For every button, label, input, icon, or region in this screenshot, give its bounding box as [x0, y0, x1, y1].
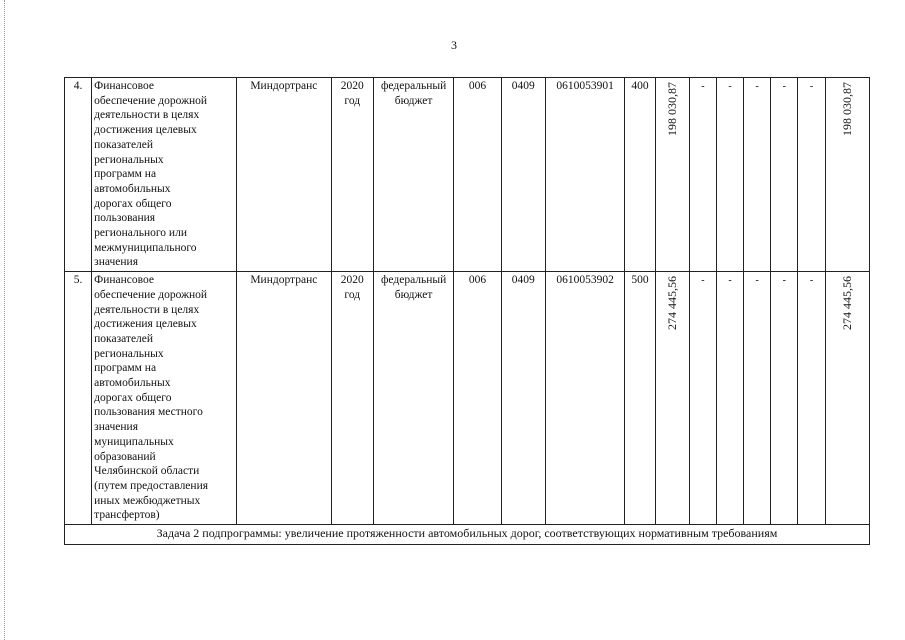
measure-name-line: деятельности в целях [94, 109, 200, 122]
measure-name-line: муниципальных [94, 435, 174, 448]
page-number: 3 [451, 38, 457, 52]
measure-name-line: регионального или [94, 227, 187, 240]
vr-code: 500 [625, 272, 655, 525]
measure-name-line: обеспечение дорожной [94, 288, 208, 301]
measure-name-line: образований [94, 450, 156, 463]
measure-name-line: (путем предоставления [94, 479, 209, 492]
dash-mark: - [809, 81, 814, 92]
dash-mark: - [701, 81, 705, 92]
amount-cell [655, 272, 689, 525]
measure-name-line: достижения целевых [94, 124, 197, 137]
empty-year-cell [716, 272, 743, 525]
task-heading: Задача 2 подпрограммы: увеличение протяженности автомобильных дорог, соответствующих нормативным требованиям [65, 525, 870, 545]
measure-name-line: межмуниципального [94, 241, 197, 254]
measure-name-line: региональных [94, 347, 164, 360]
measure-name-line: достижения целевых [94, 318, 197, 331]
measure-name [92, 78, 237, 272]
measure-name-line: автомобильных [94, 377, 171, 390]
measure-name-line: Финансовое [94, 274, 155, 287]
vr-code: 400 [625, 78, 655, 272]
amount-cell [655, 78, 689, 272]
dash-mark: - [728, 81, 732, 92]
measure-name-line: Челябинской области [94, 465, 200, 478]
empty-year-cell [744, 78, 771, 272]
task-row [65, 525, 870, 545]
measure-name-line: значения [94, 256, 138, 269]
year: 2020 год [331, 272, 373, 525]
empty-year-cell [798, 272, 825, 525]
empty-year-cell [744, 272, 771, 525]
budget-source: федеральный бюджет [373, 78, 454, 272]
measure-name-line: обеспечение дорожной [94, 94, 208, 107]
funding-table [64, 77, 870, 545]
rzpr-code: 0409 [501, 78, 545, 272]
measure-name-line: Финансовое [94, 80, 155, 92]
dash-mark: - [728, 275, 732, 287]
measure-name-line: программ на [94, 168, 157, 181]
table-row-5 [65, 272, 870, 525]
measure-name-line: дорогах общего [94, 197, 172, 210]
measure-name-line: пользования [94, 212, 156, 225]
measure-name-line: пользования местного [94, 406, 203, 419]
dash-mark: - [755, 275, 759, 287]
executor: Миндортранс [237, 272, 332, 525]
budget-source: федеральный бюджет [373, 272, 454, 525]
measure-name-line: показателей [94, 138, 154, 151]
total-value: 274 445,56 [839, 276, 854, 331]
total-cell [825, 78, 869, 272]
csr-code: 0610053902 [545, 272, 624, 525]
measure-name-line: автомобильных [94, 182, 171, 195]
measure-name-line: значения [94, 421, 138, 434]
amount-value: 274 445,56 [664, 276, 679, 331]
dash-mark: - [809, 275, 814, 287]
measure-name-line: дорогах общего [94, 391, 172, 404]
grbs-code: 006 [454, 272, 501, 525]
empty-year-cell [771, 78, 798, 272]
empty-year-cell [689, 272, 716, 525]
dash-mark: - [782, 81, 787, 92]
rzpr-code: 0409 [501, 272, 545, 525]
csr-code: 0610053901 [545, 78, 624, 272]
measure-name-line: трансфертов) [94, 509, 160, 522]
grbs-code: 006 [454, 78, 501, 272]
year: 2020 год [331, 78, 373, 272]
measure-name-line: региональных [94, 153, 164, 166]
page-edge-line [4, 0, 5, 640]
table-row-4 [65, 78, 870, 272]
row-number: 4. [65, 78, 92, 272]
empty-year-cell [716, 78, 743, 272]
empty-year-cell [689, 78, 716, 272]
dash-mark: - [701, 275, 705, 287]
amount-value: 198 030,87 [664, 82, 679, 136]
measure-name [92, 272, 237, 525]
measure-name-line: программ на [94, 362, 157, 375]
row-number: 5. [65, 272, 92, 525]
measure-name-line: иных межбюджетных [94, 494, 201, 507]
dash-mark: - [755, 81, 759, 92]
executor: Миндортранс [237, 78, 332, 272]
total-value: 198 030,87 [839, 82, 854, 136]
empty-year-cell [771, 272, 798, 525]
dash-mark: - [782, 275, 787, 287]
measure-name-line: показателей [94, 332, 154, 345]
total-cell [825, 272, 869, 525]
measure-name-line: деятельности в целях [94, 303, 200, 316]
empty-year-cell [798, 78, 825, 272]
